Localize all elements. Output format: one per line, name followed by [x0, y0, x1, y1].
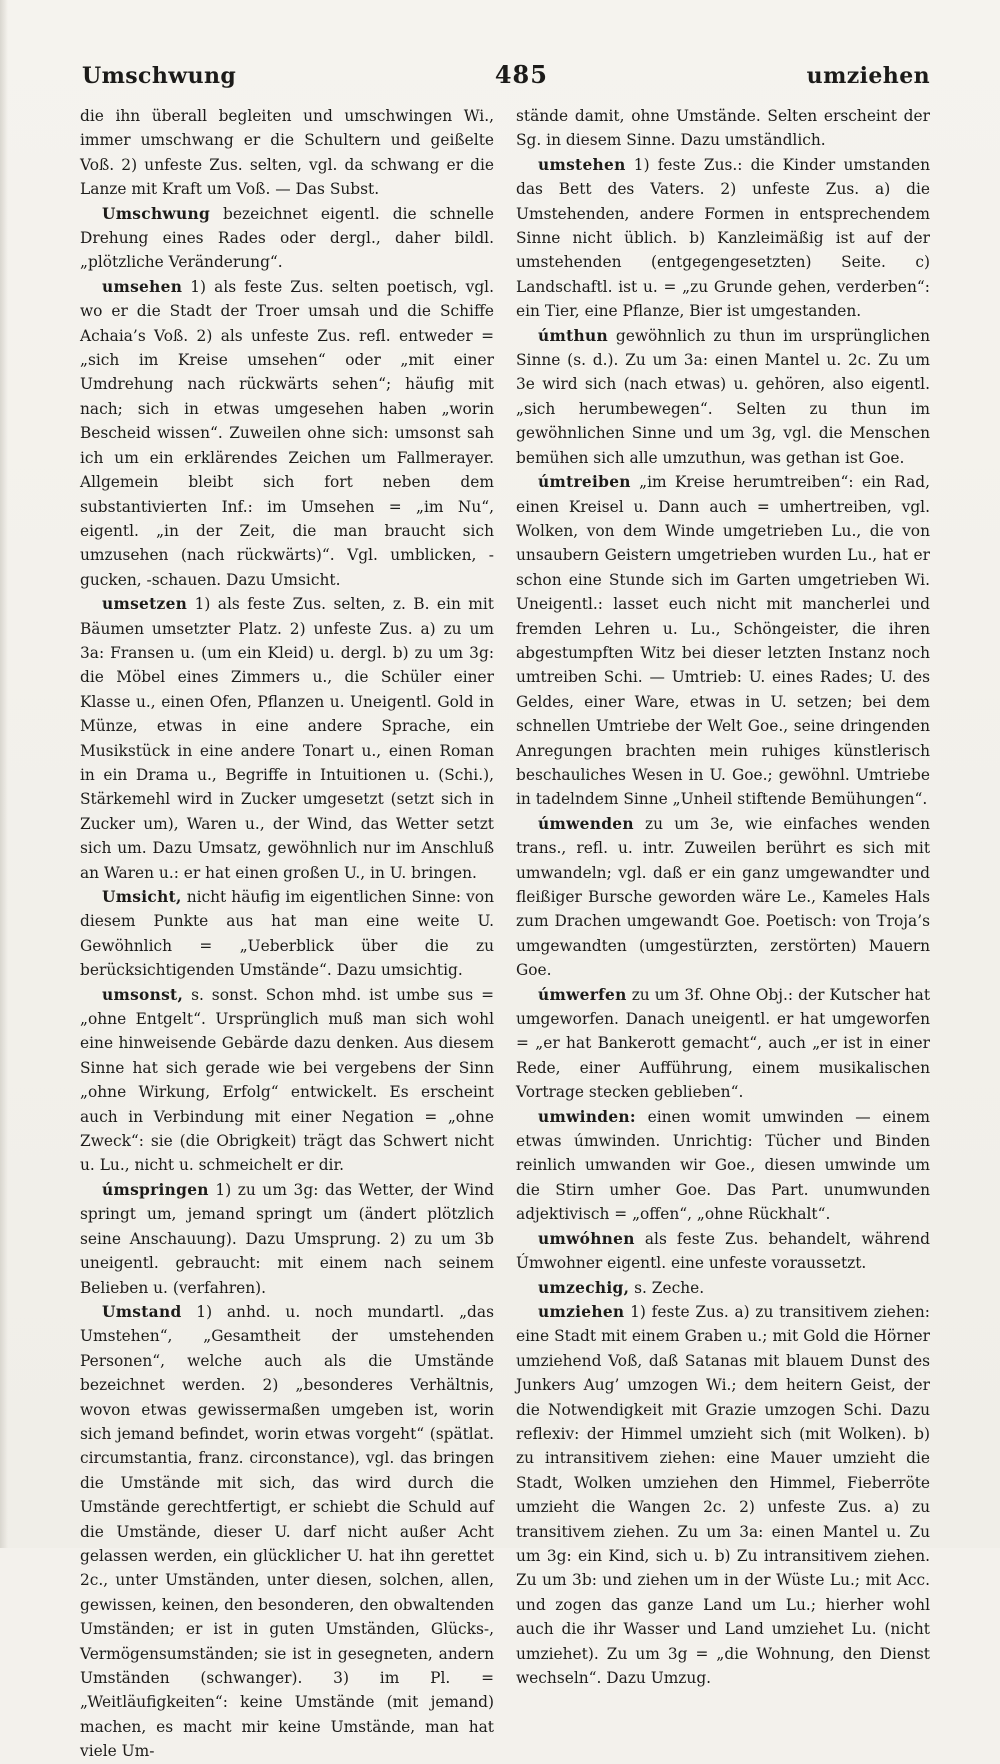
entry-text: gewöhnlich zu thun im ursprünglichen Sinne (s. d.). Zu um 3a: einen Mantel u. 2c. Zu um 3e wird sich (nach etwas) u. gehören, also eigentl. „sich herumbewegen“. Selten zu thun im gewöhnlichen Sinne und um 3g, vgl. die Menschen bemühen sich alle umzuthun, was gethan ist Goe.	[516, 326, 930, 467]
entry-headword: umziehen	[538, 1302, 625, 1321]
entry-headword: úmwerfen	[538, 985, 627, 1004]
entry-headword: umsehen	[102, 277, 183, 296]
entry-text: 1) als feste Zus. selten poetisch, vgl. wo er die Stadt der Troer umsah und die Schiffe Achaia’s Voß. 2) als unfeste Zus. refl. entweder = „sich im Kreise umsehen“ oder „mit einer Umdrehung nach rückwärts sehen“; häufig mit nach; sich in etwas umgesehen haben „worin Bescheid wissen“. Zuweilen ohne sich: umsonst sah ich um ein erklärendes Zeichen um Fallmerayer. Allgemein bleibt sich fort neben dem substantivierten Inf.: im Umsehen = „im Nu“, eigentl. „in der Zeit, die man braucht sich umzusehen (nach rückwärts)“. Vgl. umblicken, -gucken, -schauen. Dazu Umsicht.	[80, 277, 494, 589]
left-column	[80, 104, 494, 1761]
dictionary-entry	[80, 1178, 494, 1300]
dictionary-entry	[80, 104, 494, 202]
entry-headword: úmtreiben	[538, 473, 631, 492]
entry-text: als feste Zus. behandelt, während Úmwohner eigentl. eine unfeste voraussetzt.	[516, 1229, 930, 1273]
dictionary-entry	[516, 1227, 930, 1276]
dictionary-entry	[516, 324, 930, 470]
entry-headword: Umschwung	[102, 204, 211, 223]
text-columns	[80, 104, 930, 1761]
dictionary-entry	[516, 1105, 930, 1227]
dictionary-entry	[80, 1300, 494, 1764]
dictionary-entry	[516, 153, 930, 324]
entry-text: zu um 3e, wie einfaches wenden trans., refl. u. intr. Zuweilen berührt es sich mit umwandeln; vgl. daß er ein ganz umgewandter und fleißiger Bursche geworden wäre Le., Kameles Hals zum Drachen umgewandt Goe. Poetisch: von Troja’s umgewandten (umgestürzten, zerstörten) Mauern Goe.	[516, 814, 930, 980]
header-right-keyword: umziehen	[806, 63, 930, 89]
entry-text: 1) anhd. u. noch mundartl. „das Umstehen“, „Gesamtheit der umstehenden Personen“, welche auch als die Umstände bezeichnet werden. 2) „besonderes Verhältnis, wovon etwas gewissermaßen umgeben ist, worin sich jemand befindet, worin etwas vorgeht“ (spätlat. circumstantia, franz. circonstance), vgl. das bringen die Umstände mit sich, das wird durch die Umstände gerechtfertigt, er schiebt die Schuld auf die Umstände, dieser U. darf nicht außer Acht gelassen werden, ein glücklicher U. hat ihn gerettet 2c., unter Umständen, unter diesen, solchen, allen, gewissen, keinen, den besonderen, den obwaltenden Umständen; er ist in guten Umständen, Glücks-, Vermögensumständen; sie ist in gesegneten, andern Umständen (schwanger). 3) im Pl. = „Weitläufigkeiten“: keine Umstände (mit jemand) machen, es macht mir keine Umstände, man hat viele Um-	[80, 1302, 494, 1761]
entry-text: einen womit umwinden — einem etwas úmwinden. Unrichtig: Tücher und Binden reinlich umwanden wir Goe., diesen umwinde um die Stirn umher Goe. Das Part. unumwunden adjektivisch = „offen“, „ohne Rückhalt“.	[516, 1107, 930, 1224]
dictionary-entry	[80, 275, 494, 592]
page-spine-shadow	[0, 0, 8, 1548]
dictionary-entry	[516, 983, 930, 1105]
dictionary-entry	[516, 1276, 930, 1300]
entry-headword: úmspringen	[102, 1180, 209, 1199]
right-column	[516, 104, 930, 1687]
entry-text: nicht häufig im eigentlichen Sinne: von diesem Punkte aus hat man eine weite U. Gewöhnlich = „Ueberblick über die zu berücksichtigenden Umstände“. Dazu umsichtig.	[80, 888, 494, 980]
dictionary-entry	[516, 470, 930, 812]
entry-headword: umwóhnen	[538, 1229, 635, 1248]
entry-text: 1) als feste Zus. selten, z. B. ein mit Bäumen umsetzter Platz. 2) unfeste Zus. a) zu um 3a: Fransen u. (um ein Kleid) u. dergl. b) zu um 3g: die Möbel eines Zimmers u., die Schüler einer Klasse u., einen Ofen, Pflanzen u. Uneigentl. Gold in Münze, etwas in eine andere Sprache, ein Musikstück in eine andere Tonart u., einen Roman in ein Drama u., Begriffe in Intuitionen u. (Schi.), Stärkemehl wird in Zucker umgesetzt (setzt sich in Zucker um), Waren u., der Wind, das Wetter setzt sich um. Dazu Umsatz, gewöhnlich nur im Anschluß an Waren u.: er hat einen großen U., in U. bringen.	[80, 595, 494, 882]
running-header	[82, 60, 930, 94]
entry-text: s. sonst. Schon mhd. ist umbe sus = „ohne Entgelt“. Ursprünglich muß man sich wohl eine hinweisende Gebärde dazu denken. Aus diesem Sinne hat sich gerade wie bei vergebens der Sinn „ohne Wirkung, Erfolg“ entwickelt. Es erscheint auch in Verbindung mit einer Negation = „ohne Zweck“: sie (die Obrigkeit) trägt das Schwert nicht u. Lu., nicht u. schmeichelt er dir.	[80, 985, 494, 1175]
header-left-keyword: Umschwung	[82, 63, 237, 89]
dictionary-entry	[516, 1300, 930, 1691]
entry-headword: úmthun	[538, 326, 608, 345]
entry-headword: umsetzen	[102, 595, 188, 614]
dictionary-entry	[516, 104, 930, 153]
entry-text: 1) feste Zus. a) zu transitivem ziehen: eine Stadt mit einem Graben u.; mit Gold die Hörner umziehend Voß, daß Satanas mit blauem Dunst des Junkers Aug’ umzogen Wi.; dem heitern Geist, der die Notwendigkeit mit Grazie umzogen Schi. Dazu reflexiv: der Himmel umzieht sich (mit Wolken). b) zu intransitivem ziehen: eine Mauer umzieht die Stadt, Wolken umziehen den Himmel, Fieberröte umzieht die Wangen 2c. 2) unfeste Zus. a) zu transitivem ziehen. Zu um 3a: einen Mantel u. Zu um 3g: ein Kind, sich u. b) Zu intransitivem ziehen. Zu um 3b: und ziehen um in der Wüste Lu.; mit Acc. und zogen das ganze Land um Lu.; hierher wohl auch die ihr Wasser und Land umziehet Lu. (nicht umziehet). Zu um 3g = „die Wohnung, den Dienst wechseln“. Dazu Umzug.	[516, 1302, 930, 1687]
dictionary-entry	[80, 202, 494, 275]
entry-headword: umzechig,	[538, 1278, 630, 1297]
entry-text: „im Kreise herumtreiben“: ein Rad, einen Kreisel u. Dann auch = umhertreiben, vgl. Wolken, von dem Winde umgetrieben Lu., die von unsaubern Geistern umgetrieben wurden Lu., hat er schon eine Stunde sich im Garten umgetrieben Wi. Uneigentl.: lasset euch nicht mit mancherlei und fremden Lehren u. Lu., Schöngeister, die ihren abgestumpften Witz bei dieser letzten Instanz noch umtreiben Schi. — Umtrieb: U. eines Rades; U. des Geldes, einer Ware, etwas in U. setzen; bei dem schnellen Umtriebe der Welt Goe., seine dringenden Anregungen brachten mein ruhiges künstlerisch beschauliches Wesen in U. Goe.; gewöhnl. Umtriebe in tadelndem Sinne „Unheil stiftende Bemühungen“.	[516, 473, 930, 809]
page-number: 485	[494, 60, 548, 89]
dictionary-entry	[516, 812, 930, 983]
dictionary-entry	[80, 983, 494, 1178]
entry-text: stände damit, ohne Umstände. Selten erscheint der Sg. in diesem Sinne. Dazu umständlich.	[516, 107, 930, 150]
entry-headword: umsonst,	[102, 985, 184, 1004]
entry-headword: Umsicht,	[102, 888, 182, 906]
entry-headword: úmwenden	[538, 814, 634, 833]
entry-text: s. Zeche.	[629, 1278, 705, 1297]
entry-headword: umstehen	[538, 155, 626, 174]
entry-headword: Umstand	[102, 1302, 182, 1321]
dictionary-entry	[80, 885, 494, 983]
entry-headword: umwinden:	[538, 1107, 636, 1126]
entry-text: die ihn überall begleiten und umschwingen Wi., immer umschwang er die Schultern und geißelte Voß. 2) unfeste Zus. selten, vgl. da schwang er die Lanze mit Kraft um Voß. — Das Subst.	[80, 107, 494, 199]
entry-text: bezeichnet eigentl. die schnelle Drehung eines Rades oder dergl., daher bildl. „plötzliche Veränderung“.	[80, 204, 494, 272]
entry-text: zu um 3f. Ohne Obj.: der Kutscher hat umgeworfen. Danach uneigentl. er hat umgeworfen = „er hat Bankerott gemacht“, auch „er ist in einer Rede, einer Aufführung, einem musikalischen Vortrage stecken geblieben“.	[516, 985, 930, 1102]
entry-text: 1) zu um 3g: das Wetter, der Wind springt um, jemand springt um (ändert plötzlich seine Anschauung). Dazu Umsprung. 2) zu um 3b uneigentl. gebraucht: mit einem nach seinem Belieben u. (verfahren).	[80, 1180, 494, 1297]
entry-text: 1) feste Zus.: die Kinder umstanden das Bett des Vaters. 2) unfeste Zus. a) die Umstehenden, andere Formen in entsprechendem Sinne nicht üblich. b) Kanzleimäßig ist auf der umstehenden (entgegengesetzten) Seite. c) Landschaftl. ist u. = „zu Grunde gehen, verderben“: ein Tier, eine Pflanze, Bier ist umgestanden.	[516, 155, 930, 321]
dictionary-entry	[80, 592, 494, 885]
